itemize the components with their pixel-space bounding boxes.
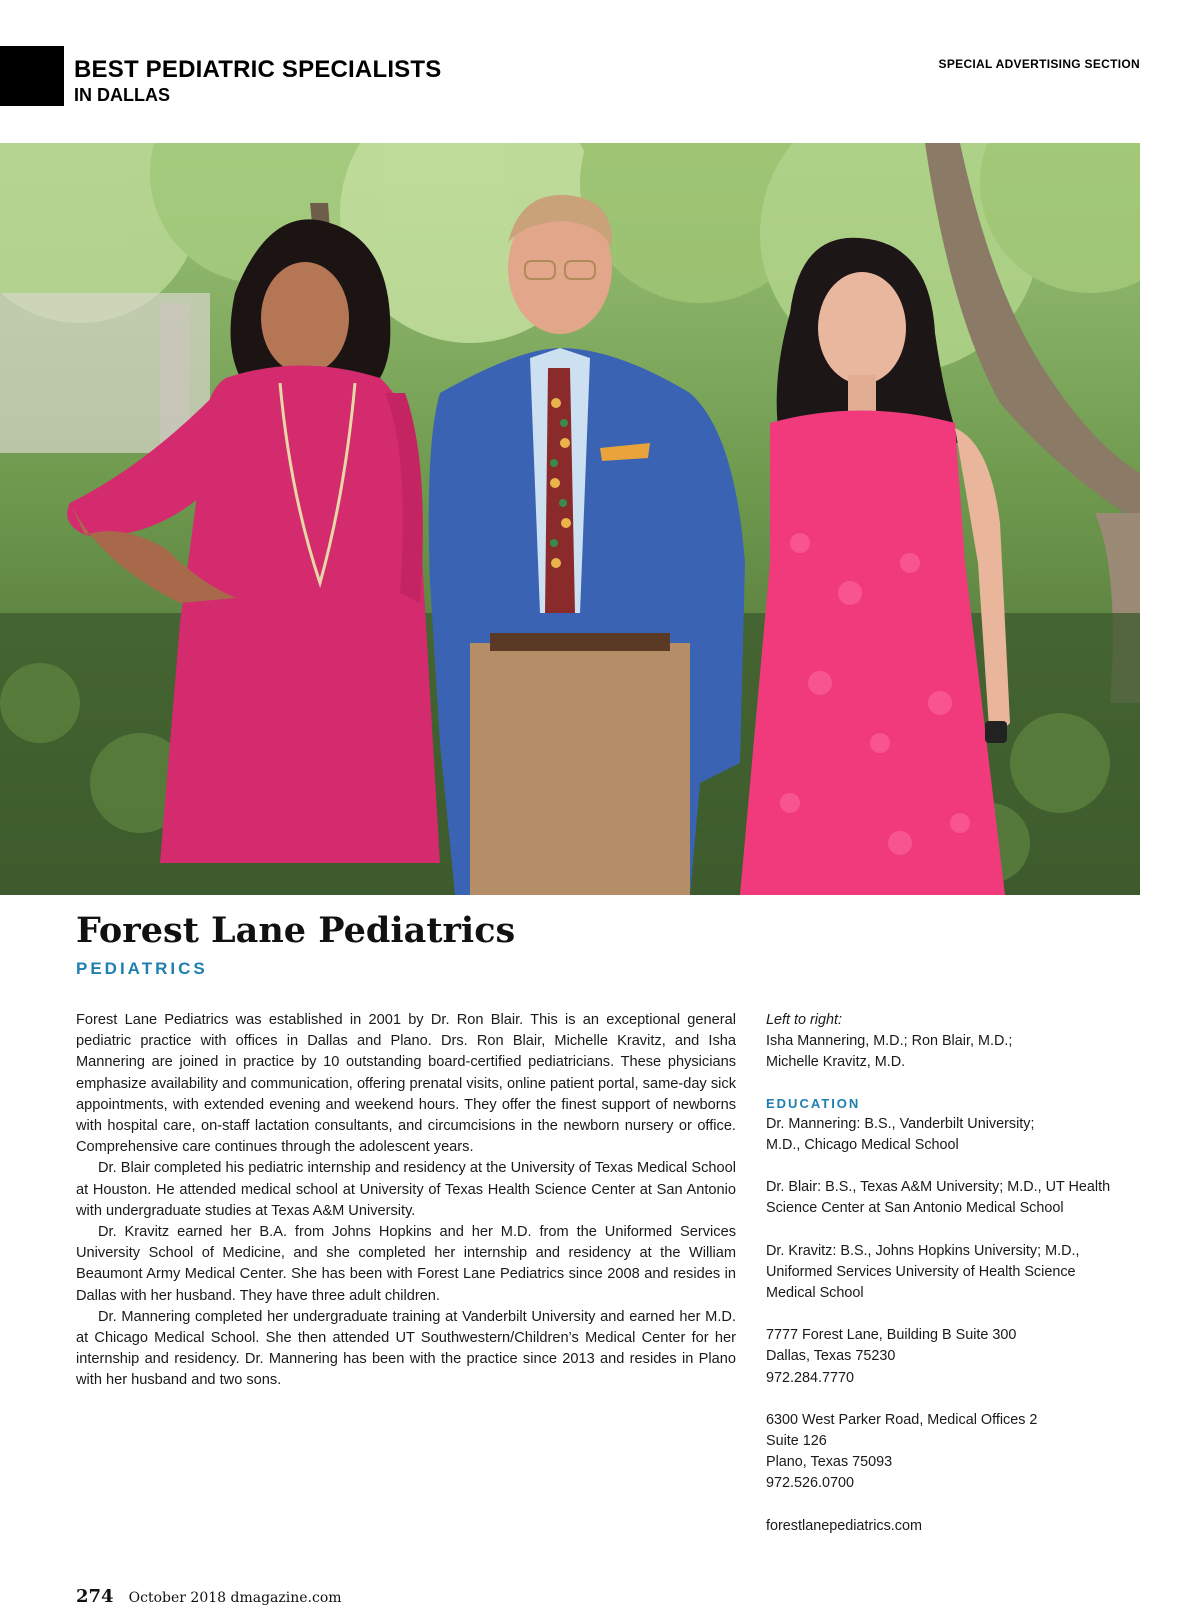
plano-office-suite: Suite 126	[766, 1433, 827, 1450]
education-mannering-cont: M.D., Chicago Medical School	[766, 1137, 959, 1154]
section-subtitle: IN DALLAS	[74, 85, 170, 105]
education-blair-cont: Science Center at San Antonio Medical School	[766, 1200, 1064, 1217]
section-tab-marker	[0, 46, 64, 106]
article-body	[76, 1010, 736, 1392]
paragraph-blair: Dr. Blair completed his pediatric internship and residency at the University of Texas Medical School at Houston. He attended medical school at University of Texas Health Science Center at San Antonio with undergraduate studies at Texas A&M University.	[76, 1160, 736, 1219]
dallas-office-phone: 972.284.7770	[766, 1369, 855, 1386]
photo-caption-names-cont: Michelle Kravitz, M.D.	[766, 1054, 906, 1071]
paragraph-intro: Forest Lane Pediatrics was established in 2001 by Dr. Ron Blair. This is an exceptional general pediatric practice with offices in Dallas and Plano. Drs. Ron Blair, Michelle Kravitz, and Isha Mannering are joined in practice by 10 outstanding board-certified pediatricians. These physicians emphasize availability and communication, offering prenatal visits, online patient portal, same-day sick appointments, with extended evening and weekend hours. They offer the finest support of newborns with hospital care, on-staff lactation consultants, and circumcisions in the newborn nursery or office. Comprehensive care continues through the adolescent years.	[76, 1012, 736, 1156]
practice-name: Forest Lane Pediatrics	[76, 910, 516, 951]
education-kravitz: Dr. Kravitz: B.S., Johns Hopkins University; M.D.,	[766, 1242, 1080, 1259]
dallas-office-city: Dallas, Texas 75230	[766, 1348, 896, 1365]
education-blair: Dr. Blair: B.S., Texas A&M University; M.D., UT Health	[766, 1179, 1111, 1196]
paragraph-kravitz: Dr. Kravitz earned her B.A. from Johns Hopkins and her M.D. from the Uniformed Services University School of Medicine, and she completed her internship and residency at the William Beaumont Army Medical Center. She has been with Forest Lane Pediatrics since 2008 and resides in Dallas with her husband. They have three adult children.	[76, 1224, 736, 1304]
website-url: forestlanepediatrics.com	[766, 1517, 922, 1534]
doctors-group-photo	[0, 143, 1140, 895]
education-mannering: Dr. Mannering: B.S., Vanderbilt University;	[766, 1115, 1035, 1132]
dallas-office-address: 7777 Forest Lane, Building B Suite 300	[766, 1327, 1017, 1344]
specialty-label: PEDIATRICS	[76, 959, 208, 978]
page-footer	[76, 1586, 342, 1607]
photo-illustration	[0, 143, 1140, 895]
page-number: 274	[76, 1586, 114, 1607]
photo-caption-label: Left to right:	[766, 1012, 842, 1028]
education-kravitz-cont: Uniformed Services University of Health Science	[766, 1263, 1076, 1280]
photo-caption-names: Isha Mannering, M.D.; Ron Blair, M.D.;	[766, 1033, 1013, 1050]
issue-info: October 2018 dmagazine.com	[128, 1590, 342, 1606]
special-advertising-label: SPECIAL ADVERTISING SECTION	[938, 57, 1140, 71]
section-title: BEST PEDIATRIC SPECIALISTS	[74, 56, 442, 83]
plano-office-phone: 972.526.0700	[766, 1475, 855, 1492]
sidebar-info	[766, 1010, 1141, 1537]
paragraph-mannering: Dr. Mannering completed her undergraduate training at Vanderbilt University and earned her M.D. at Chicago Medical School. She then attended UT Southwestern/Children’s Medical Center for her internship and residency. Dr. Mannering has been with the practice since 2013 and resides in Plano with her husband and two sons.	[76, 1308, 736, 1389]
plano-office-city: Plano, Texas 75093	[766, 1454, 893, 1471]
education-heading: EDUCATION	[766, 1095, 861, 1111]
education-kravitz-cont2: Medical School	[766, 1285, 864, 1302]
plano-office-address: 6300 West Parker Road, Medical Offices 2	[766, 1411, 1038, 1428]
